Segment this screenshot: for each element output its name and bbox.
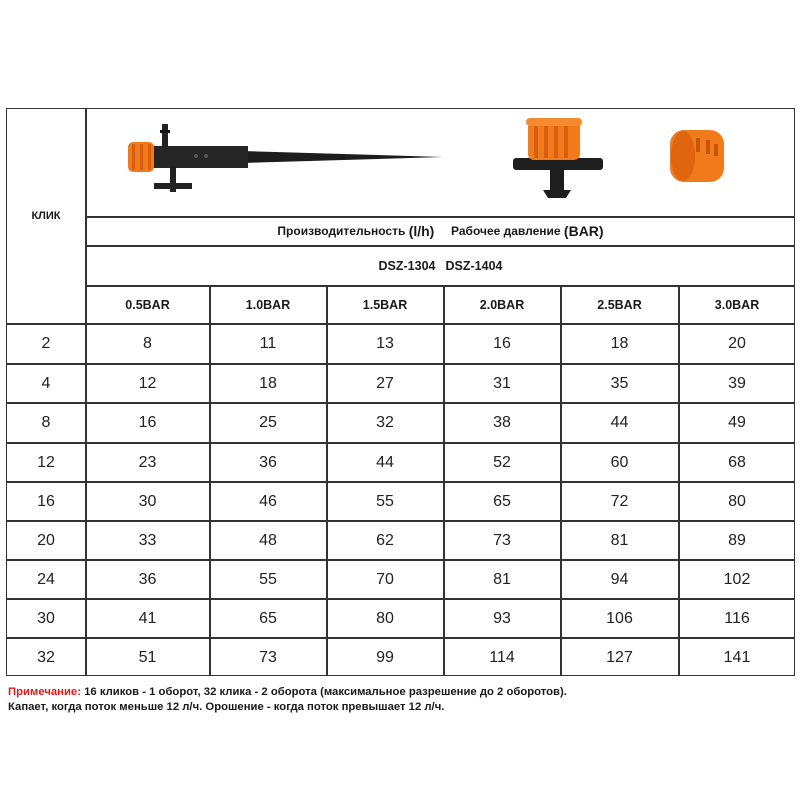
flow-value-cell: 52 [493,453,511,471]
flow-value-cell: 48 [259,531,277,549]
flow-value-cell: 31 [493,374,511,392]
flow-value-cell: 51 [138,648,157,666]
flow-value-cell: 13 [376,334,394,352]
flow-value-cell: 89 [728,531,746,549]
flow-value-cell: 55 [376,492,394,510]
flow-value-cell: 73 [259,648,277,666]
flow-value-cell: 33 [138,531,157,549]
footnote-line-2: Капает, когда поток меньше 12 л/ч. Орошение - когда поток превышает 12 л/ч. [8,701,445,713]
flow-value-cell: 99 [376,648,394,666]
flow-value-cell: 114 [489,648,515,666]
click-count-cell: 32 [37,648,55,666]
flow-value-cell: 81 [493,570,511,588]
dripper-stake-image [128,124,443,192]
flow-value-cell: 12 [138,374,157,392]
button-dripper-image [513,118,603,198]
click-count-cell: 16 [37,492,55,510]
flow-value-cell: 80 [728,492,746,510]
flow-value-cell: 73 [493,531,511,549]
flow-value-cell: 68 [728,453,746,471]
flow-value-cell: 23 [138,453,157,471]
flow-value-cell: 72 [610,492,629,510]
footnote [8,685,567,715]
click-column-header: КЛИК [31,210,61,222]
click-count-cell: 12 [37,453,55,471]
flow-value-cell: 30 [138,492,157,510]
pressure-column-header: 1.5BAR [362,297,408,312]
flow-value-cell: 106 [606,609,633,627]
flow-value-cell: 44 [610,413,629,431]
model-header [86,246,795,285]
click-count-cell: 24 [37,570,55,588]
pressure-column-header: 0.5BAR [125,297,170,312]
note-label: Примечание: [8,686,81,698]
productivity-unit: (l/h) [408,223,435,239]
click-count-cell: 4 [41,374,51,392]
flow-value-cell: 93 [493,609,511,627]
productivity-pressure-header [86,217,795,245]
click-count-cell: 30 [37,609,55,627]
click-count-cell: 20 [37,531,55,549]
flow-value-cell: 16 [493,334,511,352]
flow-value-cell: 35 [610,374,629,392]
flow-value-cell: 60 [610,453,629,471]
note-text-1: 16 кликов - 1 оборот, 32 клика - 2 оборота (максимальное разрешение до 2 оборотов). [84,686,567,698]
flow-value-cell: 49 [728,413,746,431]
footnote-line-1 [8,685,567,700]
flow-value-cell: 27 [376,374,394,392]
pressure-label: Рабочее давление [451,224,561,238]
flow-value-cell: 65 [493,492,511,510]
flow-value-cell: 25 [259,413,277,431]
model-name: DSZ-1404 [445,258,503,273]
flow-value-cell: 16 [138,413,157,431]
flow-value-cell: 38 [493,413,511,431]
flow-value-cell: 80 [376,609,394,627]
flow-value-cell: 36 [138,570,157,588]
pressure-column-header: 2.0BAR [479,297,525,312]
product-images [88,110,793,216]
flow-value-cell: 62 [376,531,394,549]
flow-value-cell: 39 [728,374,746,392]
flow-value-cell: 116 [724,609,750,627]
flow-value-cell: 102 [723,570,751,588]
flow-value-cell: 44 [376,453,394,471]
model-name: DSZ-1304 [378,258,436,273]
pressure-unit: (BAR) [563,223,604,239]
flow-value-cell: 141 [723,648,751,666]
flow-value-cell: 81 [610,531,629,549]
pressure-column-header: 2.5BAR [597,297,642,312]
flow-value-cell: 94 [610,570,629,588]
flow-value-cell: 127 [606,648,633,666]
flow-value-cell: 55 [259,570,277,588]
click-count-cell: 8 [41,413,51,431]
pressure-column-header: 3.0BAR [714,297,760,312]
productivity-label: Производительность [277,224,406,238]
flow-value-cell: 8 [143,334,152,352]
flow-value-cell: 46 [259,492,277,510]
click-count-cell: 2 [41,334,51,352]
flow-value-cell: 11 [259,334,277,352]
flow-value-cell: 18 [259,374,277,392]
flow-value-cell: 41 [138,609,157,627]
flow-value-cell: 20 [728,334,746,352]
flow-value-cell: 32 [376,413,394,431]
pressure-column-header: 1.0BAR [245,297,291,312]
flow-value-cell: 36 [259,453,277,471]
flow-value-cell: 70 [376,570,394,588]
flow-value-cell: 65 [259,609,277,627]
dripper-cap-image [670,130,724,182]
flow-value-cell: 18 [610,334,629,352]
